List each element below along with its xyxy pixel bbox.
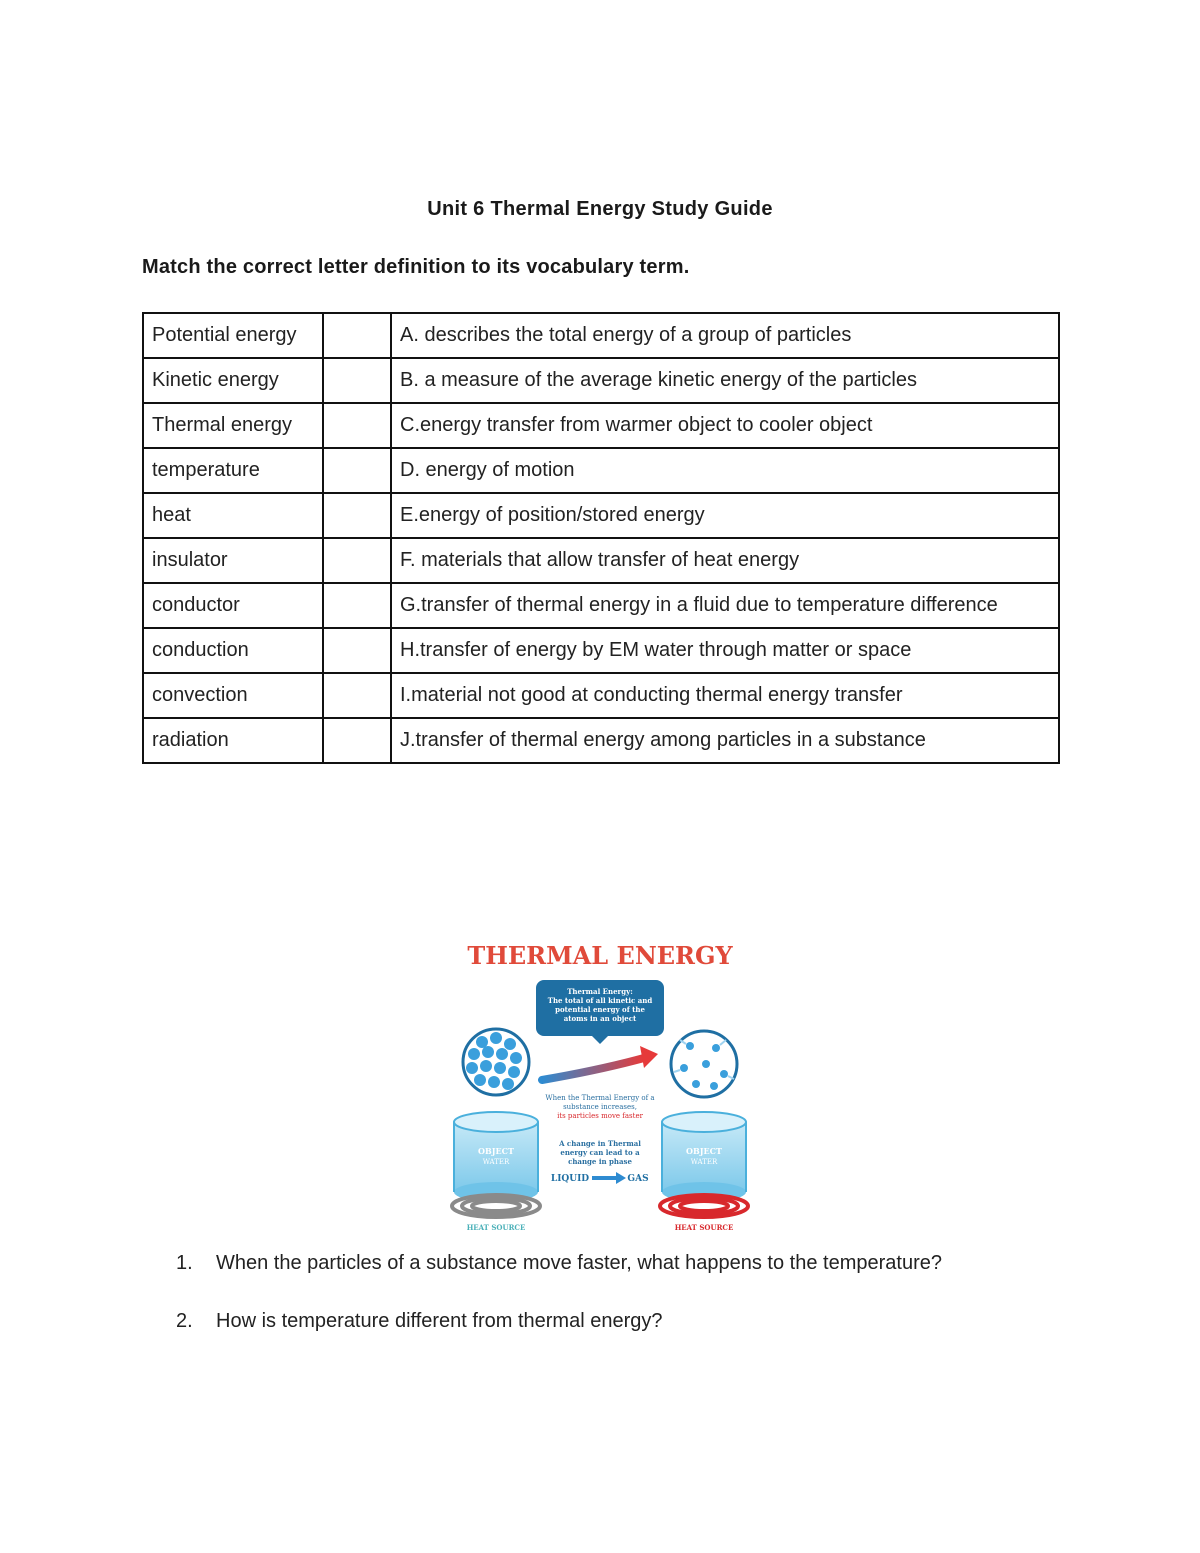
vocab-definition: G.transfer of thermal energy in a fluid due to temperature difference: [391, 583, 1059, 628]
gas-label: GAS: [627, 1174, 649, 1184]
vocab-term: radiation: [143, 718, 323, 763]
vocab-term: conductor: [143, 583, 323, 628]
table-row: [143, 538, 1059, 583]
svg-text:The total of all kinetic and: The total of all kinetic and: [547, 996, 653, 1005]
vocab-term: heat: [143, 493, 323, 538]
question-list: [176, 1252, 942, 1368]
vocab-definition: C.energy transfer from warmer object to cooler object: [391, 403, 1059, 448]
answer-blank[interactable]: [323, 538, 391, 583]
answer-blank[interactable]: [323, 583, 391, 628]
table-row: [143, 673, 1059, 718]
vocab-definition: J.transfer of thermal energy among particles in a substance: [391, 718, 1059, 763]
vocab-term: insulator: [143, 538, 323, 583]
question-text: How is temperature different from thermal energy?: [216, 1310, 663, 1332]
svg-text:potential energy of the: potential energy of the: [555, 1005, 645, 1014]
vocab-definition: A. describes the total energy of a group of particles: [391, 313, 1059, 358]
vocab-term: Potential energy: [143, 313, 323, 358]
vocab-definition: I.material not good at conducting thermal energy transfer: [391, 673, 1059, 718]
vocab-term: Kinetic energy: [143, 358, 323, 403]
svg-text:WATER: WATER: [482, 1158, 510, 1166]
question-number: 1.: [176, 1252, 193, 1274]
answer-blank[interactable]: [323, 628, 391, 673]
heat-source-label-left: HEAT SOURCE: [466, 1223, 526, 1232]
vocab-term: temperature: [143, 448, 323, 493]
answer-blank[interactable]: [323, 313, 391, 358]
table-row: [143, 403, 1059, 448]
answer-blank[interactable]: [323, 718, 391, 763]
grey-coil-icon: [452, 1195, 540, 1217]
table-row: [143, 313, 1059, 358]
table-row: [143, 358, 1059, 403]
question-item: [176, 1310, 942, 1368]
increase-arrow-icon: [542, 1046, 658, 1080]
vocab-term: convection: [143, 673, 323, 718]
table-row: [143, 628, 1059, 673]
vocab-definition: D. energy of motion: [391, 448, 1059, 493]
figure-title: THERMAL ENERGY: [467, 941, 733, 970]
answer-blank[interactable]: [323, 673, 391, 718]
vocab-term: Thermal energy: [143, 403, 323, 448]
water-container-left: [454, 1112, 538, 1202]
vocab-definition: F. materials that allow transfer of heat energy: [391, 538, 1059, 583]
liquid-label: LIQUID: [550, 1174, 590, 1184]
svg-text:A change in Thermal: A change in Thermal: [559, 1139, 641, 1148]
vocab-matching-table: [142, 312, 1060, 764]
table-row: [143, 583, 1059, 628]
svg-text:When the Thermal Energy of a: When the Thermal Energy of a: [545, 1094, 655, 1102]
svg-text:OBJECT: OBJECT: [686, 1146, 722, 1156]
question-item: [176, 1252, 942, 1310]
thermal-energy-illustration: [430, 930, 770, 1240]
svg-text:WATER: WATER: [690, 1158, 718, 1166]
vocab-term: conduction: [143, 628, 323, 673]
svg-text:change in phase: change in phase: [568, 1157, 632, 1166]
svg-text:substance increases,: substance increases,: [563, 1103, 637, 1111]
svg-text:OBJECT: OBJECT: [478, 1146, 514, 1156]
answer-blank[interactable]: [323, 403, 391, 448]
phase-arrow-icon: [592, 1172, 626, 1184]
increase-text: [545, 1094, 654, 1120]
fast-particles-icon: [671, 1031, 737, 1097]
question-number: 2.: [176, 1310, 193, 1332]
vocab-definition: B. a measure of the average kinetic energy of the particles: [391, 358, 1059, 403]
svg-text:its particles move faster: its particles move faster: [557, 1112, 643, 1120]
document-title: Unit 6 Thermal Energy Study Guide: [427, 198, 773, 220]
phase-change-text: [558, 1139, 641, 1166]
table-row: [143, 493, 1059, 538]
answer-blank[interactable]: [323, 358, 391, 403]
vocab-definition: E.energy of position/stored energy: [391, 493, 1059, 538]
slow-particles-icon: [463, 1029, 529, 1095]
question-text: When the particles of a substance move faster, what happens to the temperature?: [216, 1252, 942, 1274]
water-container-right: [662, 1112, 746, 1202]
vocab-definition: H.transfer of energy by EM water through matter or space: [391, 628, 1059, 673]
table-row: [143, 718, 1059, 763]
svg-text:atoms in an object: atoms in an object: [563, 1014, 637, 1023]
answer-blank[interactable]: [323, 493, 391, 538]
instructions: Match the correct letter definition to its vocabulary term.: [142, 256, 690, 278]
svg-text:Thermal Energy:: Thermal Energy:: [567, 987, 633, 996]
red-coil-icon: [660, 1195, 748, 1217]
answer-blank[interactable]: [323, 448, 391, 493]
svg-text:energy can lead to a: energy can lead to a: [560, 1148, 640, 1157]
table-row: [143, 448, 1059, 493]
heat-source-label-right: HEAT SOURCE: [674, 1223, 734, 1232]
